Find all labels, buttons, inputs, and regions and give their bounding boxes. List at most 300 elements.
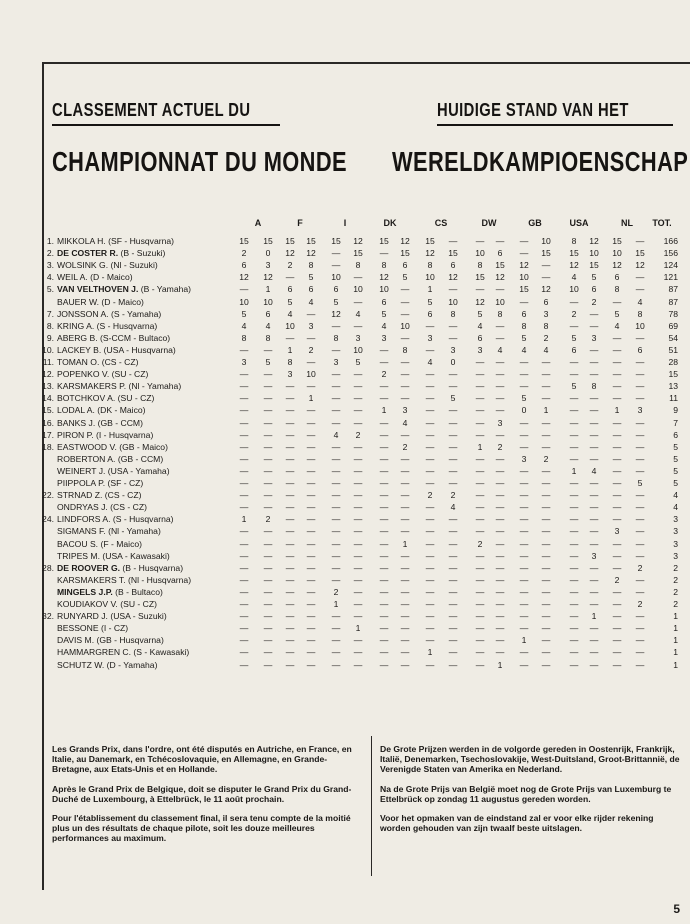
points-cell: — bbox=[425, 538, 435, 549]
points-cell: — bbox=[285, 502, 295, 513]
points-cell: — bbox=[239, 478, 249, 488]
points-cell: — bbox=[400, 284, 410, 295]
points-cell: 4 bbox=[543, 344, 549, 355]
points-cell: — bbox=[285, 405, 295, 416]
points-cell: — bbox=[263, 478, 273, 488]
points-cell: — bbox=[285, 465, 295, 476]
points-cell: — bbox=[569, 296, 579, 307]
points-cell: — bbox=[448, 659, 458, 670]
points-cell: — bbox=[306, 417, 316, 428]
points-cell: — bbox=[425, 562, 435, 573]
points-cell: — bbox=[569, 659, 579, 670]
points-cell: — bbox=[519, 236, 529, 246]
points-cell: — bbox=[519, 417, 529, 428]
rider-team: (F - Maico) bbox=[100, 538, 143, 549]
points-cell: — bbox=[306, 574, 316, 585]
points-cell: — bbox=[519, 381, 529, 392]
points-cell: — bbox=[353, 441, 363, 452]
points-cell: — bbox=[263, 453, 273, 464]
table-row bbox=[0, 284, 690, 296]
points-cell: 6 bbox=[402, 260, 408, 271]
points-cell: 3 bbox=[521, 453, 527, 464]
points-cell: 1 bbox=[521, 635, 527, 646]
points-cell: — bbox=[448, 417, 458, 428]
points-cell: 15 bbox=[400, 248, 410, 259]
points-cell: — bbox=[519, 574, 529, 585]
points-cell: — bbox=[541, 357, 551, 367]
points-cell: — bbox=[448, 562, 458, 573]
points-cell: — bbox=[612, 623, 622, 634]
points-cell: — bbox=[569, 586, 579, 597]
points-cell: — bbox=[400, 478, 410, 488]
points-cell: — bbox=[448, 586, 458, 597]
points-cell: 0 bbox=[450, 357, 456, 367]
points-cell: — bbox=[612, 453, 622, 464]
rider-entry bbox=[57, 248, 165, 258]
points-cell: 8 bbox=[381, 260, 387, 271]
points-cell: — bbox=[589, 369, 599, 380]
total-points: 51 bbox=[668, 344, 678, 355]
points-cell: — bbox=[519, 369, 529, 380]
points-cell: — bbox=[448, 550, 458, 561]
title-fr-underline bbox=[52, 124, 280, 126]
points-cell: — bbox=[635, 417, 645, 428]
points-cell: 6 bbox=[614, 272, 620, 283]
points-cell: — bbox=[448, 381, 458, 392]
points-cell: — bbox=[425, 599, 435, 609]
total-points: 7 bbox=[673, 417, 678, 428]
points-cell: — bbox=[285, 429, 295, 440]
points-cell: — bbox=[612, 357, 622, 367]
points-cell: 6 bbox=[265, 308, 271, 319]
points-cell: — bbox=[400, 586, 410, 597]
points-cell: — bbox=[306, 586, 316, 597]
points-cell: — bbox=[353, 490, 363, 501]
points-cell: — bbox=[448, 453, 458, 464]
table-row bbox=[0, 623, 690, 635]
total-points: 1 bbox=[673, 647, 678, 658]
total-points: 87 bbox=[668, 296, 678, 307]
points-cell: — bbox=[612, 441, 622, 452]
rider-entry bbox=[57, 297, 144, 307]
points-cell: 3 bbox=[427, 332, 433, 343]
points-cell: — bbox=[331, 465, 341, 476]
points-cell: 6 bbox=[287, 284, 293, 295]
points-cell: — bbox=[400, 429, 410, 440]
table-row bbox=[0, 502, 690, 514]
rider-name: BESSONE bbox=[57, 623, 99, 634]
total-points: 4 bbox=[673, 490, 678, 501]
points-cell: — bbox=[635, 357, 645, 367]
points-cell: 6 bbox=[497, 248, 503, 259]
points-cell: — bbox=[589, 417, 599, 428]
rider-rank: 16. bbox=[42, 417, 54, 428]
points-cell: — bbox=[306, 550, 316, 561]
points-cell: — bbox=[306, 405, 316, 416]
points-cell: 10 bbox=[612, 248, 622, 259]
points-cell: 5 bbox=[571, 332, 577, 343]
points-cell: — bbox=[635, 659, 645, 670]
points-cell: — bbox=[379, 514, 389, 525]
points-cell: — bbox=[475, 550, 485, 561]
title-nl-underline bbox=[437, 124, 673, 126]
points-cell: — bbox=[589, 393, 599, 404]
points-cell: — bbox=[541, 550, 551, 561]
points-cell: — bbox=[475, 611, 485, 622]
rider-entry bbox=[57, 539, 142, 549]
points-cell: — bbox=[425, 344, 435, 355]
points-cell: — bbox=[400, 393, 410, 404]
points-cell: — bbox=[495, 562, 505, 573]
points-cell: — bbox=[612, 550, 622, 561]
points-cell: 15 bbox=[569, 248, 579, 259]
points-cell: — bbox=[635, 538, 645, 549]
table-row bbox=[0, 599, 690, 611]
points-cell: — bbox=[331, 441, 341, 452]
rider-team: (USA - Husqvarna) bbox=[103, 344, 176, 355]
points-cell: — bbox=[306, 478, 316, 488]
points-cell: — bbox=[331, 478, 341, 488]
points-cell: — bbox=[331, 393, 341, 404]
points-cell: — bbox=[425, 611, 435, 622]
points-cell: 5 bbox=[477, 308, 483, 319]
points-cell: — bbox=[448, 647, 458, 658]
points-cell: 6 bbox=[591, 284, 597, 295]
points-cell: — bbox=[541, 647, 551, 658]
points-cell: — bbox=[331, 550, 341, 561]
table-row bbox=[0, 478, 690, 490]
table-row bbox=[0, 551, 690, 563]
points-cell: — bbox=[285, 417, 295, 428]
points-cell: 2 bbox=[477, 538, 483, 549]
rider-entry bbox=[57, 502, 147, 512]
points-cell: — bbox=[285, 526, 295, 537]
points-cell: 12 bbox=[400, 236, 410, 246]
rider-team: (Nl - Suzuki) bbox=[110, 260, 158, 271]
points-cell: — bbox=[541, 623, 551, 634]
points-cell: — bbox=[589, 308, 599, 319]
points-cell: — bbox=[635, 550, 645, 561]
total-points: 166 bbox=[663, 236, 678, 246]
total-points: 1 bbox=[673, 611, 678, 622]
rider-team: (CS - CZ) bbox=[110, 502, 147, 513]
table-row bbox=[0, 635, 690, 647]
points-cell: 3 bbox=[543, 308, 549, 319]
rider-name: ABERG B. bbox=[57, 332, 98, 343]
rider-team: (B - Husqvarna) bbox=[122, 562, 184, 573]
points-cell: 1 bbox=[427, 647, 433, 658]
points-cell: — bbox=[239, 574, 249, 585]
total-points: 11 bbox=[669, 393, 678, 404]
points-cell: — bbox=[589, 344, 599, 355]
points-cell: — bbox=[448, 599, 458, 609]
points-cell: 4 bbox=[287, 308, 293, 319]
table-row bbox=[0, 357, 690, 369]
rider-name: JONSSON A. bbox=[57, 308, 109, 319]
points-cell: 10 bbox=[353, 344, 363, 355]
points-cell: — bbox=[612, 344, 622, 355]
points-cell: — bbox=[635, 272, 645, 283]
rider-entry bbox=[57, 272, 133, 282]
points-cell: 1 bbox=[308, 393, 314, 404]
points-cell: 12 bbox=[448, 272, 458, 283]
total-points: 6 bbox=[673, 429, 678, 440]
points-cell: 8 bbox=[402, 344, 408, 355]
column-header-usa: USA bbox=[569, 218, 589, 228]
points-cell: — bbox=[635, 453, 645, 464]
points-cell: — bbox=[495, 574, 505, 585]
rider-entry bbox=[57, 405, 146, 415]
points-cell: — bbox=[448, 429, 458, 440]
points-cell: 3 bbox=[265, 260, 271, 271]
rider-name: PIRON P. bbox=[57, 429, 94, 440]
total-points: 1 bbox=[673, 659, 678, 670]
points-cell: — bbox=[285, 586, 295, 597]
points-cell: 8 bbox=[427, 260, 433, 271]
points-cell: — bbox=[635, 490, 645, 501]
points-cell: — bbox=[475, 453, 485, 464]
points-cell: — bbox=[519, 586, 529, 597]
rider-entry bbox=[57, 611, 167, 621]
points-cell: — bbox=[263, 441, 273, 452]
points-cell: — bbox=[285, 550, 295, 561]
points-cell: — bbox=[331, 526, 341, 537]
points-cell: — bbox=[495, 381, 505, 392]
points-cell: 6 bbox=[543, 296, 549, 307]
rider-name: ONDRYAS J. bbox=[57, 502, 108, 513]
column-header-dk: DK bbox=[383, 218, 397, 228]
points-cell: 4 bbox=[308, 296, 314, 307]
points-cell: — bbox=[306, 599, 316, 609]
total-points: 1 bbox=[673, 635, 678, 646]
total-points: 3 bbox=[673, 526, 678, 537]
points-cell: — bbox=[519, 599, 529, 609]
points-cell: — bbox=[425, 623, 435, 634]
points-cell: 3 bbox=[333, 357, 339, 367]
points-cell: — bbox=[519, 357, 529, 367]
points-cell: — bbox=[569, 526, 579, 537]
points-cell: — bbox=[331, 623, 341, 634]
points-cell: 1 bbox=[287, 344, 293, 355]
rider-team: (DK - Maico) bbox=[97, 405, 146, 416]
points-cell: — bbox=[541, 599, 551, 609]
points-cell: 15 bbox=[425, 236, 435, 246]
points-cell: 1 bbox=[241, 514, 247, 525]
points-cell: — bbox=[331, 344, 341, 355]
points-cell: — bbox=[612, 586, 622, 597]
points-cell: 10 bbox=[589, 248, 599, 259]
points-cell: — bbox=[495, 502, 505, 513]
points-cell: — bbox=[425, 659, 435, 670]
rider-entry bbox=[57, 309, 161, 319]
points-cell: — bbox=[475, 393, 485, 404]
points-cell: — bbox=[475, 381, 485, 392]
points-cell: — bbox=[285, 562, 295, 573]
points-cell: 10 bbox=[448, 296, 458, 307]
points-cell: — bbox=[589, 357, 599, 367]
points-cell: — bbox=[285, 659, 295, 670]
rider-rank: 8. bbox=[46, 320, 54, 331]
points-cell: 15 bbox=[495, 260, 505, 271]
points-cell: 4 bbox=[477, 320, 483, 331]
rider-rank: 3. bbox=[46, 260, 54, 271]
points-cell: 15 bbox=[519, 284, 529, 295]
points-cell: — bbox=[569, 550, 579, 561]
points-cell: 2 bbox=[450, 490, 456, 501]
points-cell: 2 bbox=[543, 453, 549, 464]
points-cell: — bbox=[306, 453, 316, 464]
points-cell: — bbox=[635, 284, 645, 295]
points-cell: — bbox=[239, 635, 249, 646]
points-cell: — bbox=[239, 441, 249, 452]
points-cell: — bbox=[285, 599, 295, 609]
points-cell: 10 bbox=[541, 236, 551, 246]
points-cell: — bbox=[379, 381, 389, 392]
points-cell: — bbox=[475, 502, 485, 513]
points-cell: — bbox=[306, 623, 316, 634]
points-cell: — bbox=[331, 562, 341, 573]
points-cell: 2 bbox=[571, 308, 577, 319]
points-cell: 8 bbox=[450, 308, 456, 319]
rider-team: (SF - CZ) bbox=[107, 478, 144, 488]
points-cell: — bbox=[285, 478, 295, 488]
rider-name: EASTWOOD V. bbox=[57, 441, 117, 452]
table-row bbox=[0, 333, 690, 345]
rider-entry bbox=[57, 635, 164, 645]
points-cell: 5 bbox=[571, 381, 577, 392]
points-cell: 3 bbox=[381, 332, 387, 343]
rider-entry bbox=[57, 490, 142, 500]
points-cell: — bbox=[239, 538, 249, 549]
points-cell: — bbox=[519, 514, 529, 525]
points-cell: — bbox=[589, 453, 599, 464]
points-cell: — bbox=[425, 417, 435, 428]
points-cell: 10 bbox=[425, 272, 435, 283]
points-cell: 10 bbox=[495, 296, 505, 307]
points-cell: — bbox=[569, 490, 579, 501]
points-cell: 12 bbox=[589, 236, 599, 246]
points-cell: 3 bbox=[355, 332, 361, 343]
rider-rank: 1. bbox=[46, 236, 54, 246]
points-cell: — bbox=[612, 647, 622, 658]
points-cell: 12 bbox=[541, 284, 551, 295]
rider-name: KRING A. bbox=[57, 320, 95, 331]
rider-name: BACOU S. bbox=[57, 538, 99, 549]
points-cell: — bbox=[285, 393, 295, 404]
rider-rank: 14. bbox=[42, 393, 54, 404]
points-cell: — bbox=[589, 599, 599, 609]
points-cell: — bbox=[400, 332, 410, 343]
points-cell: 4 bbox=[450, 502, 456, 513]
points-cell: 12 bbox=[379, 272, 389, 283]
total-points: 9 bbox=[673, 405, 678, 416]
rider-team: (B - Yamaha) bbox=[140, 284, 192, 295]
points-cell: — bbox=[353, 611, 363, 622]
points-cell: — bbox=[475, 417, 485, 428]
points-cell: — bbox=[495, 453, 505, 464]
points-cell: — bbox=[569, 635, 579, 646]
table-row bbox=[0, 611, 690, 623]
total-points: 121 bbox=[663, 272, 678, 283]
points-cell: — bbox=[263, 659, 273, 670]
points-cell: — bbox=[495, 599, 505, 609]
table-row bbox=[0, 260, 690, 272]
points-cell: — bbox=[285, 453, 295, 464]
points-cell: — bbox=[569, 562, 579, 573]
points-cell: — bbox=[239, 429, 249, 440]
rider-entry bbox=[57, 321, 157, 331]
points-cell: — bbox=[612, 478, 622, 488]
points-cell: 3 bbox=[614, 526, 620, 537]
points-cell: — bbox=[425, 514, 435, 525]
points-cell: — bbox=[519, 490, 529, 501]
table-row bbox=[0, 393, 690, 405]
points-cell: 3 bbox=[497, 417, 503, 428]
points-cell: — bbox=[541, 381, 551, 392]
points-cell: — bbox=[379, 562, 389, 573]
rider-name: WOLSINK G. bbox=[57, 260, 109, 271]
points-cell: — bbox=[400, 453, 410, 464]
points-cell: — bbox=[589, 320, 599, 331]
points-cell: — bbox=[400, 465, 410, 476]
points-cell: 4 bbox=[591, 465, 597, 476]
points-cell: — bbox=[239, 344, 249, 355]
rider-team: (GB - CCM) bbox=[117, 453, 164, 464]
points-cell: — bbox=[425, 429, 435, 440]
points-cell: — bbox=[569, 623, 579, 634]
points-cell: 6 bbox=[381, 296, 387, 307]
points-cell: — bbox=[541, 635, 551, 646]
notes-dutch bbox=[380, 744, 680, 842]
points-cell: — bbox=[589, 526, 599, 537]
points-cell: — bbox=[353, 574, 363, 585]
title-fr-line1: CLASSEMENT ACTUEL DU bbox=[52, 100, 251, 120]
points-cell: — bbox=[495, 490, 505, 501]
points-cell: — bbox=[541, 502, 551, 513]
rider-name: VAN VELTHOVEN J. bbox=[57, 284, 139, 295]
points-cell: — bbox=[635, 502, 645, 513]
points-cell: 0 bbox=[521, 405, 527, 416]
rider-team: (B - Bultaco) bbox=[115, 586, 163, 597]
points-cell: 15 bbox=[306, 236, 316, 246]
points-cell: 15 bbox=[353, 248, 363, 259]
points-cell: — bbox=[239, 502, 249, 513]
points-cell: — bbox=[569, 405, 579, 416]
points-cell: — bbox=[612, 635, 622, 646]
points-cell: — bbox=[400, 369, 410, 380]
points-cell: — bbox=[569, 357, 579, 367]
points-cell: 3 bbox=[402, 405, 408, 416]
rider-name: ROBERTON A. bbox=[57, 453, 116, 464]
points-cell: — bbox=[285, 332, 295, 343]
points-cell: — bbox=[448, 538, 458, 549]
points-cell: — bbox=[541, 574, 551, 585]
points-cell: — bbox=[569, 599, 579, 609]
points-cell: — bbox=[239, 284, 249, 295]
table-row bbox=[0, 248, 690, 260]
points-cell: 1 bbox=[477, 441, 483, 452]
rider-rank: 24. bbox=[42, 514, 54, 525]
points-cell: — bbox=[331, 369, 341, 380]
rider-team: (S - Husqvarna) bbox=[112, 514, 174, 525]
note-nl-2: Na de Grote Prijs van België moet nog de Grote Prijs van Luxemburg te Ettelbrück op zondag 11 augustus gereden worden. bbox=[380, 783, 672, 804]
points-cell: — bbox=[379, 647, 389, 658]
points-cell: — bbox=[400, 514, 410, 525]
points-cell: — bbox=[331, 611, 341, 622]
points-cell: — bbox=[353, 272, 363, 283]
rider-team: (S - Husqvarna) bbox=[96, 320, 158, 331]
points-cell: — bbox=[331, 490, 341, 501]
